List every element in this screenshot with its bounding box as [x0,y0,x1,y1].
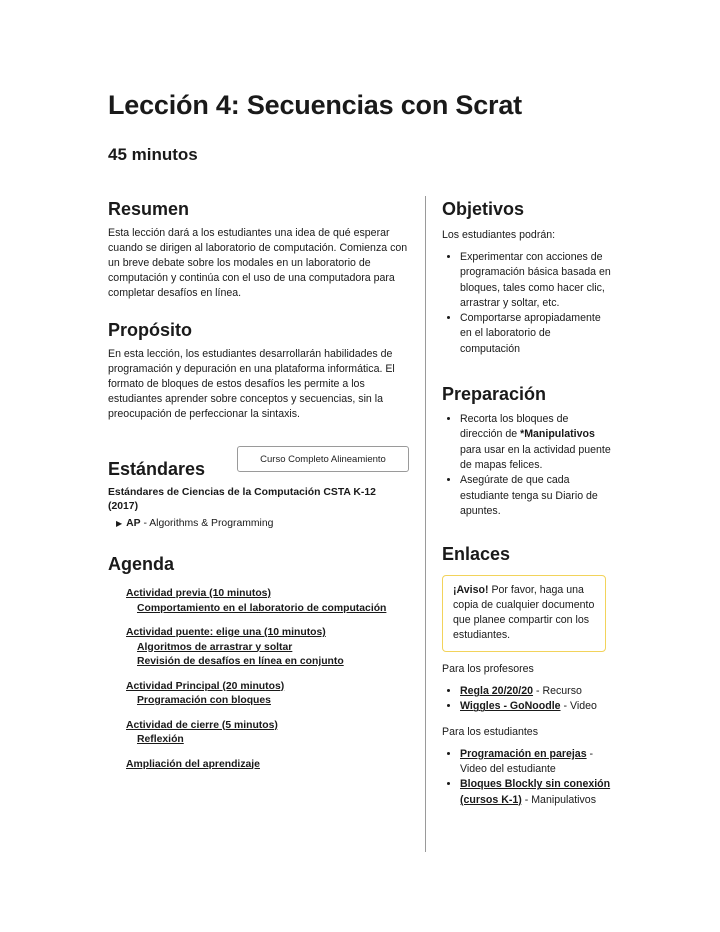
standards-section [108,446,408,531]
agenda-sublink[interactable]: Algoritmos de arrastrar y soltar [137,641,293,653]
agenda-sublink[interactable]: Reflexión [137,734,184,745]
link-suffix: - Video del estudiante [460,747,594,776]
standards-heading: Estándares [108,459,206,479]
notice-box [442,575,606,652]
purpose-section [108,319,408,422]
resource-link[interactable]: Wiggles - GoNoodle [460,700,561,713]
preparation-heading: Preparación [442,384,547,405]
objective-item: • Comportarse apropiadamente en el laboratorio de computación [460,311,612,357]
link-suffix: - Recurso [533,685,582,698]
student-links-list [442,747,612,808]
notice-text: Por favor, haga una copia de cualquier documento que planee compartir con los estudiantes. [453,584,595,642]
links-section [442,543,612,808]
manipulatives-label: *Manipulativos [520,428,595,441]
objectives-intro: Los estudiantes podrán: [442,229,556,241]
right-column [442,198,612,808]
notice-title: ¡Aviso! [453,584,489,597]
objectives-section [442,198,612,357]
link-suffix: - Video [560,700,597,713]
link-item [460,747,612,778]
agenda-sublink[interactable]: Comportamiento en el laboratorio de computación [137,602,387,614]
link-item [460,699,612,714]
summary-heading: Resumen [108,199,190,219]
agenda-link[interactable]: Actividad Principal (20 minutos) [126,680,285,692]
agenda-heading: Agenda [108,554,175,574]
links-heading: Enlaces [442,544,511,565]
agenda-group [126,587,408,616]
link-item [460,684,612,699]
preparation-item: • Asegúrate de que cada estudiante tenga su Diario de apuntes. [460,473,612,519]
link-suffix: - Manipulativos [521,793,596,806]
agenda-group [126,719,408,748]
agenda-link[interactable]: Actividad de cierre (5 minutos) [126,719,278,731]
standards-item-code: AP [126,518,141,529]
agenda-group [126,758,408,773]
objectives-heading: Objetivos [442,199,525,219]
agenda-section [108,553,408,772]
preparation-item [460,412,612,473]
resource-link[interactable]: Regla 20/20/20 [460,685,534,698]
agenda-group [126,626,408,670]
preparation-text: para usar en la actividad puente de mapas felices. [460,443,611,471]
objective-item: • Experimentar con acciones de programación básica basada en bloques, tales como hacer clic, arrastrar y soltar, etc. [460,250,612,311]
expand-triangle-icon[interactable]: ▶ [116,519,123,528]
left-column [108,198,408,782]
standards-header [108,446,408,479]
preparation-list [442,412,612,519]
standards-item[interactable] [108,517,408,531]
teachers-label: Para los profesores [442,663,534,676]
resource-link[interactable]: Bloques Blockly sin conexión (cursos K-1) [460,778,611,806]
objectives-list [442,250,612,357]
agenda-link[interactable]: Actividad puente: elige una (10 minutos) [126,627,326,638]
preparation-section [442,383,612,519]
column-divider [425,196,426,852]
summary-text: Esta lección dará a los estudiantes una idea de qué esperar cuando se dirigen al laboratorio de computación. Comienza con un breve debate sobre los modales en un laboratorio de computación y continúa con el uso de una computadora para completar desafíos en línea. [108,227,408,299]
standards-item-text: - Algorithms & Programming [140,518,274,529]
agenda-list [108,587,408,772]
standards-framework: Estándares de Ciencias de la Computación CSTA K-12 (2017) [108,487,376,512]
agenda-link[interactable]: Actividad previa (10 minutos) [126,588,271,599]
preparation-text: Recorta los bloques de dirección de [460,413,569,441]
page-title: Lección 4: Secuencias con Scrat [108,90,522,120]
purpose-text: En esta lección, los estudiantes desarrollarán habilidades de programación y depuración en una plataforma informática. El formato de bloques de estos desafíos les permite a los estudiantes aprender sobre conceptos y secuencias, sin la preocupación de perfeccionar la sintaxis. [108,348,395,420]
agenda-link[interactable]: Ampliación del aprendizaje [126,758,260,770]
lesson-duration: 45 minutos [108,145,198,164]
students-label: Para los estudiantes [442,725,538,738]
agenda-sublink[interactable]: Revisión de desafíos en línea en conjunto [137,656,344,667]
resource-link[interactable]: Programación en parejas [460,747,587,760]
agenda-sublink[interactable]: Programación con bloques [137,695,271,706]
purpose-heading: Propósito [108,320,192,340]
link-item [460,777,612,808]
alignment-button[interactable]: Curso Completo Alineamiento [237,446,409,472]
teacher-links-list [442,684,612,715]
summary-section [108,198,408,301]
agenda-group [126,680,408,709]
